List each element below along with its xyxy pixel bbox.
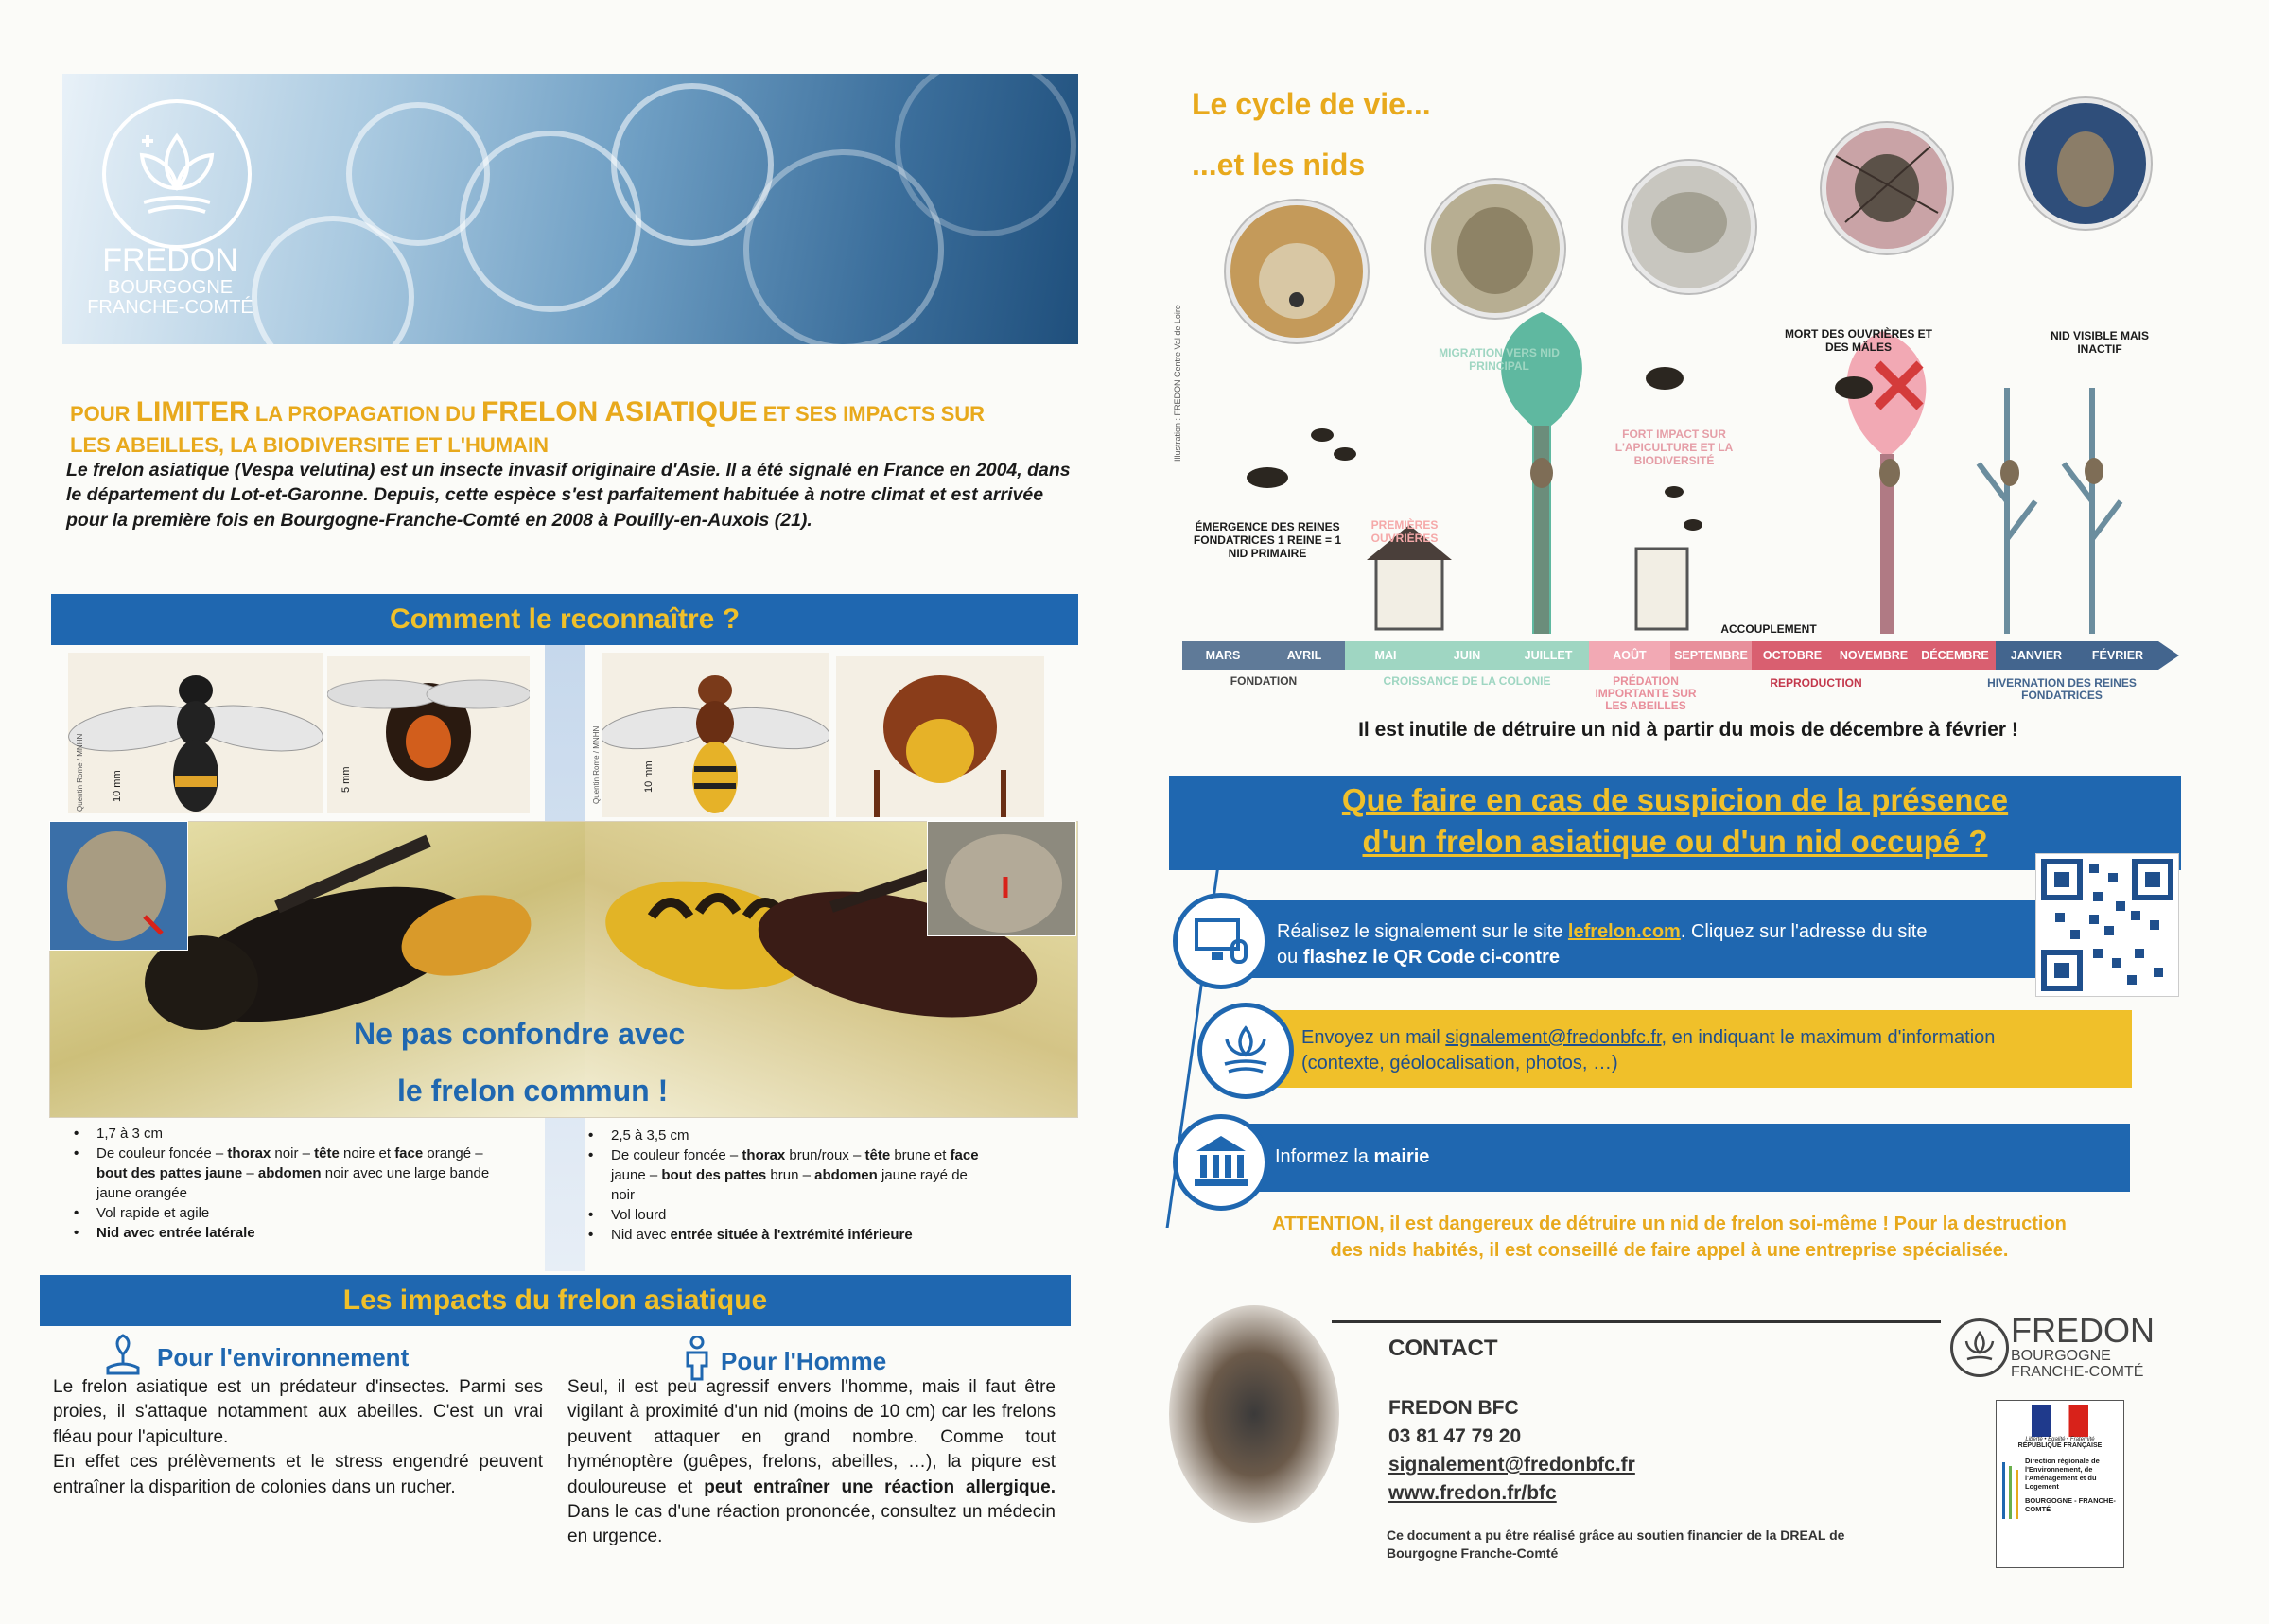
autumn-nest-photo [1822, 123, 1952, 253]
winter-nest-photo [2020, 98, 2151, 229]
action1-text-c: ou [1277, 947, 1303, 968]
trait-text: brune et [890, 1147, 951, 1163]
trait-text: – [242, 1165, 258, 1181]
env-text-p1: Le frelon asiatique est un prédateur d'insectes. Parmi ses proies, il s'attaque notamment aux abeilles. C'est un vrai fléau pour l'apiculture. [53, 1377, 543, 1447]
contact-title: CONTACT [1388, 1336, 1498, 1361]
logo-region-2: FRANCHE-COMTÉ [87, 296, 253, 318]
contact-email-link[interactable]: signalement@fredonbfc.fr [1388, 1454, 1635, 1476]
scale-label: 5 mm [340, 766, 352, 793]
trait-text: noire et [339, 1145, 395, 1161]
trait-keyword: thorax [742, 1147, 786, 1163]
trait-text: jaune rayé de [877, 1167, 968, 1183]
trait-text: brun – [766, 1167, 815, 1183]
asian-traits-list: • 1,7 à 3 cm • De couleur foncée – thorax noir – tête noire et face orangé – bout des pattes jaune – abdomen noir avec une large bande jaune orangée • Vol rapide et agile • Nid avec entrée latérale [74, 1126, 490, 1241]
computer-icon [1173, 893, 1269, 989]
trait-keyword: tête [314, 1145, 340, 1161]
trait-keyword: bout des pattes jaune [96, 1165, 243, 1181]
label-fort-impact: FORT IMPACT SUR L'APICULTURE ET LA BIODIVERSITÉ [1614, 428, 1734, 467]
trait-keyword: bout des pattes [661, 1167, 767, 1183]
env-text [53, 1375, 543, 1500]
tree-nest-photo [1623, 161, 1755, 293]
month-septembre: SEPTEMBRE [1670, 641, 1752, 670]
period-reproduction: REPRODUCTION [1770, 676, 1862, 690]
destroy-notice: Il est inutile de détruire un nid à partir du mois de décembre à février ! [1358, 719, 2018, 741]
headline [70, 393, 1082, 459]
trait-text: noir – [271, 1145, 315, 1161]
logo-name: FREDON [102, 242, 238, 278]
month-mars: MARS [1182, 641, 1264, 670]
trait-keyword: abdomen [814, 1167, 878, 1183]
contact-website-link[interactable]: www.fredon.fr/bfc [1388, 1482, 1557, 1504]
fredon-logo-icon [1950, 1318, 2009, 1377]
headline-part: ET SES IMPACTS SUR [762, 402, 986, 426]
month-juillet: JUILLET [1508, 641, 1589, 670]
fredon-mail-icon [1197, 1003, 1294, 1099]
lifecycle-title: Le cycle de vie... [1192, 87, 1431, 121]
period-croissance: CROISSANCE DE LA COLONIE [1383, 674, 1551, 688]
label-premieres: PREMIÈRES OUVRIÈRES [1370, 518, 1439, 545]
action1-text [1277, 919, 2033, 970]
lefrelon-link[interactable]: lefrelon.com [1567, 921, 1681, 942]
action3-mairie: mairie [1373, 1146, 1430, 1167]
month-janvier: JANVIER [1996, 641, 2077, 670]
trait-size: 2,5 à 3,5 cm [611, 1127, 689, 1144]
month-fevrier: FÉVRIER [2077, 641, 2158, 670]
headline-keyword: LIMITER [135, 396, 250, 428]
hornet-contact-photo [1169, 1305, 1339, 1523]
month-mai: MAI [1345, 641, 1426, 670]
prefet-dreal-logo [1996, 1400, 2124, 1568]
trait-keyword: face [394, 1145, 424, 1161]
month-aout: AOÛT [1589, 641, 1670, 670]
common-hornet-head-photo [836, 656, 1044, 817]
trait-text: jaune – [611, 1167, 662, 1183]
contact-rule [1332, 1320, 1941, 1323]
photo-credit: Quentin Rome / MNHN [76, 733, 84, 812]
trait-nest: Nid avec entrée latérale [96, 1225, 255, 1241]
headline-part: POUR [70, 402, 131, 426]
period-fondation: FONDATION [1230, 674, 1298, 688]
man-text-c: Dans le cas d'une réaction prononcée, consultez un médecin en urgence. [567, 1502, 1056, 1547]
danger-warning [1201, 1211, 2138, 1264]
headline-part: LA PROPAGATION DU [254, 402, 476, 426]
label-nid-visible: NID VISIBLE MAIS INACTIF [2050, 329, 2149, 356]
period-predation: PRÉDATION IMPORTANTE SUR LES ABEILLES [1595, 674, 1697, 712]
question-line1: Que faire en cas de suspicion de la présence [1341, 782, 2009, 817]
rf-republique: RÉPUBLIQUE FRANÇAISE [2017, 1442, 2103, 1449]
plant-hand-icon [102, 1334, 144, 1375]
warning-line1: ATTENTION, il est dangereux de détruire un nid de frelon soi-même ! Pour la destruction [1272, 1214, 2067, 1234]
funding-note: Ce document a pu être réalisé grâce au soutien financier de la DREAL de Bourgogne Franche-Comté [1387, 1528, 1845, 1561]
recognize-title: Comment le reconnaître ? [389, 603, 741, 635]
action2-text [1301, 1025, 2124, 1076]
label-emergence: ÉMERGENCE DES REINES FONDATRICES 1 REINE = 1 NID PRIMAIRE [1193, 520, 1342, 560]
logo-region-2: FRANCHE-COMTÉ [2011, 1363, 2144, 1380]
common-traits-list: • 2,5 à 3,5 cm • De couleur foncée – thorax brun/roux – tête brune et face jaune – bout des pattes brun – abdomen jaune rayé de noir • Vol lourd • Nid avec entrée située à l'extrémité inférieure [588, 1127, 979, 1243]
label-accouplement: ACCOUPLEMENT [1720, 622, 1817, 636]
common-hornet-specimen [602, 653, 829, 817]
action3-text-a: Informez la [1275, 1146, 1374, 1167]
qr-code-icon[interactable] [2035, 853, 2179, 997]
trait-text: noir avec une large bande [321, 1165, 490, 1181]
action3-text [1275, 1144, 1429, 1170]
month-juin: JUIN [1426, 641, 1508, 670]
scale-label: 10 mm [643, 760, 655, 793]
trait-keyword: abdomen [257, 1165, 322, 1181]
nests-title: ...et les nids [1192, 148, 1366, 182]
fredon-logo-icon [102, 99, 252, 249]
man-text-bold: peut entraîner une réaction allergique. [704, 1476, 1056, 1497]
asian-nest-thumbnail [49, 821, 188, 951]
action1-qr-hint: flashez le QR Code ci-contre [1302, 947, 1560, 968]
trait-text: noir [611, 1187, 636, 1203]
trait-keyword: tête [864, 1147, 891, 1163]
trait-size: 1,7 à 3 cm [96, 1126, 164, 1142]
trait-keyword: face [950, 1147, 979, 1163]
trait-text: De couleur foncée – [611, 1147, 742, 1163]
fredon-logo-text [2011, 1313, 2155, 1380]
town-hall-icon [1173, 1114, 1269, 1211]
impacts-title: Les impacts du frelon asiatique [342, 1284, 768, 1316]
headline-keyword: FRELON ASIATIQUE [480, 396, 758, 428]
common-nest-thumbnail [927, 821, 1076, 936]
env-text-p2: En effet ces prélèvements et le stress engendré peuvent entraîner la disparition de colonies dans un rucher. [53, 1452, 543, 1497]
trait-text: orangé – [423, 1145, 483, 1161]
contact-details [1388, 1394, 1635, 1508]
dreal-region: BOURGOGNE - FRANCHE-COMTÉ [2025, 1496, 2116, 1513]
trait-text: jaune orangée [96, 1185, 187, 1201]
man-text [567, 1375, 1056, 1550]
question-title [1169, 779, 2181, 863]
month-novembre: NOVEMBRE [1833, 641, 1914, 670]
month-avril: AVRIL [1264, 641, 1345, 670]
logo-name: FREDON [2011, 1311, 2155, 1350]
intro-paragraph: Le frelon asiatique (Vespa velutina) est un insecte invasif originaire d'Asie. Il a été signalé en France en 2004, dans le département du Lot-et-Garonne. Depuis, cette espèce s'est parfaitement habituée à notre climat et est arrivée pour la première fois en Bourgogne-Franche-Comté en 2008 à Pouilly-en-Auxois (21). [66, 460, 1071, 531]
trait-text: De couleur foncée – [96, 1145, 228, 1161]
env-title: Pour l'environnement [157, 1343, 410, 1371]
action2-text-b: , en indiquant le maximum d'information [1661, 1027, 1996, 1048]
asian-hornet-head-photo [327, 656, 530, 813]
timeline-arrow-icon [2158, 641, 2179, 670]
illustration-credit: Illustration : FREDON Centre Val de Loire [1173, 305, 1182, 462]
dreal-name: Direction régionale de l'Environnement, de l'Aménagement et du Logement [2025, 1457, 2100, 1491]
confuse-warning-line1: Ne pas confondre avec [354, 1017, 686, 1051]
man-text-a: Seul, il est peu agressif envers l'homme, mais il faut être vigilant à proximité d'un nid (moins de 10 cm) car les frelons peuvent attaquer en grand nombre. Comme tout hyménoptère (guêpes, frelons, abeilles, …), la piqure est douloureuse et [567, 1377, 1056, 1497]
signalement-email-link[interactable]: signalement@fredonbfc.fr [1445, 1027, 1662, 1048]
rf-motto: Liberté • Égalité • Fraternité [2025, 1437, 2095, 1442]
headline-line2: LES ABEILLES, LA BIODIVERSITE ET L'HUMAIN [70, 432, 549, 457]
action2-text-c: (contexte, géolocalisation, photos, …) [1301, 1053, 1618, 1074]
question-line2: d'un frelon asiatique ou d'un nid occupé ? [1362, 824, 1988, 859]
person-icon [683, 1336, 711, 1381]
lifecycle-illustration [1182, 312, 2185, 643]
month-timeline [1182, 641, 2179, 670]
confuse-warning-line2: le frelon commun ! [397, 1074, 669, 1108]
contact-phone[interactable]: 03 81 47 79 20 [1388, 1425, 1522, 1447]
label-migration: MIGRATION VERS NID PRINCIPAL [1439, 346, 1560, 373]
trait-text: brun/roux – [785, 1147, 865, 1163]
secondary-nest-photo [1426, 180, 1564, 318]
photo-credit: Quentin Rome / MNHN [592, 725, 601, 804]
french-flag-icon [2032, 1405, 2088, 1437]
period-hivernation: HIVERNATION DES REINES FONDATRICES [1987, 676, 2137, 702]
month-octobre: OCTOBRE [1752, 641, 1833, 670]
action2-text-a: Envoyez un mail [1301, 1027, 1446, 1048]
action1-text-b: . Cliquez sur l'adresse du site [1680, 921, 1928, 942]
asian-hornet-specimen [68, 653, 323, 813]
trait-keyword: thorax [227, 1145, 271, 1161]
month-decembre: DÉCEMBRE [1914, 641, 1996, 670]
label-mort: MORT DES OUVRIÈRES ET DES MÂLES [1784, 327, 1933, 354]
trait-text: Nid avec [611, 1227, 671, 1243]
contact-org: FREDON BFC [1388, 1397, 1519, 1419]
fredon-logo-text [66, 244, 274, 318]
logo-region-1: BOURGOGNE [107, 276, 234, 298]
scale-label: 10 mm [112, 770, 123, 802]
warning-line2: des nids habités, il est conseillé de faire appel à une entreprise spécialisée. [1330, 1240, 2009, 1261]
man-title: Pour l'Homme [721, 1347, 887, 1375]
dreal-stripes-icon [1997, 1457, 2025, 1523]
trait-flight: Vol rapide et agile [96, 1205, 210, 1221]
action1-text-a: Réalisez le signalement sur le site [1277, 921, 1568, 942]
logo-region-1: BOURGOGNE [2011, 1347, 2111, 1364]
trait-keyword: entrée située à l'extrémité inférieure [670, 1227, 913, 1243]
trait-flight: Vol lourd [611, 1207, 667, 1223]
